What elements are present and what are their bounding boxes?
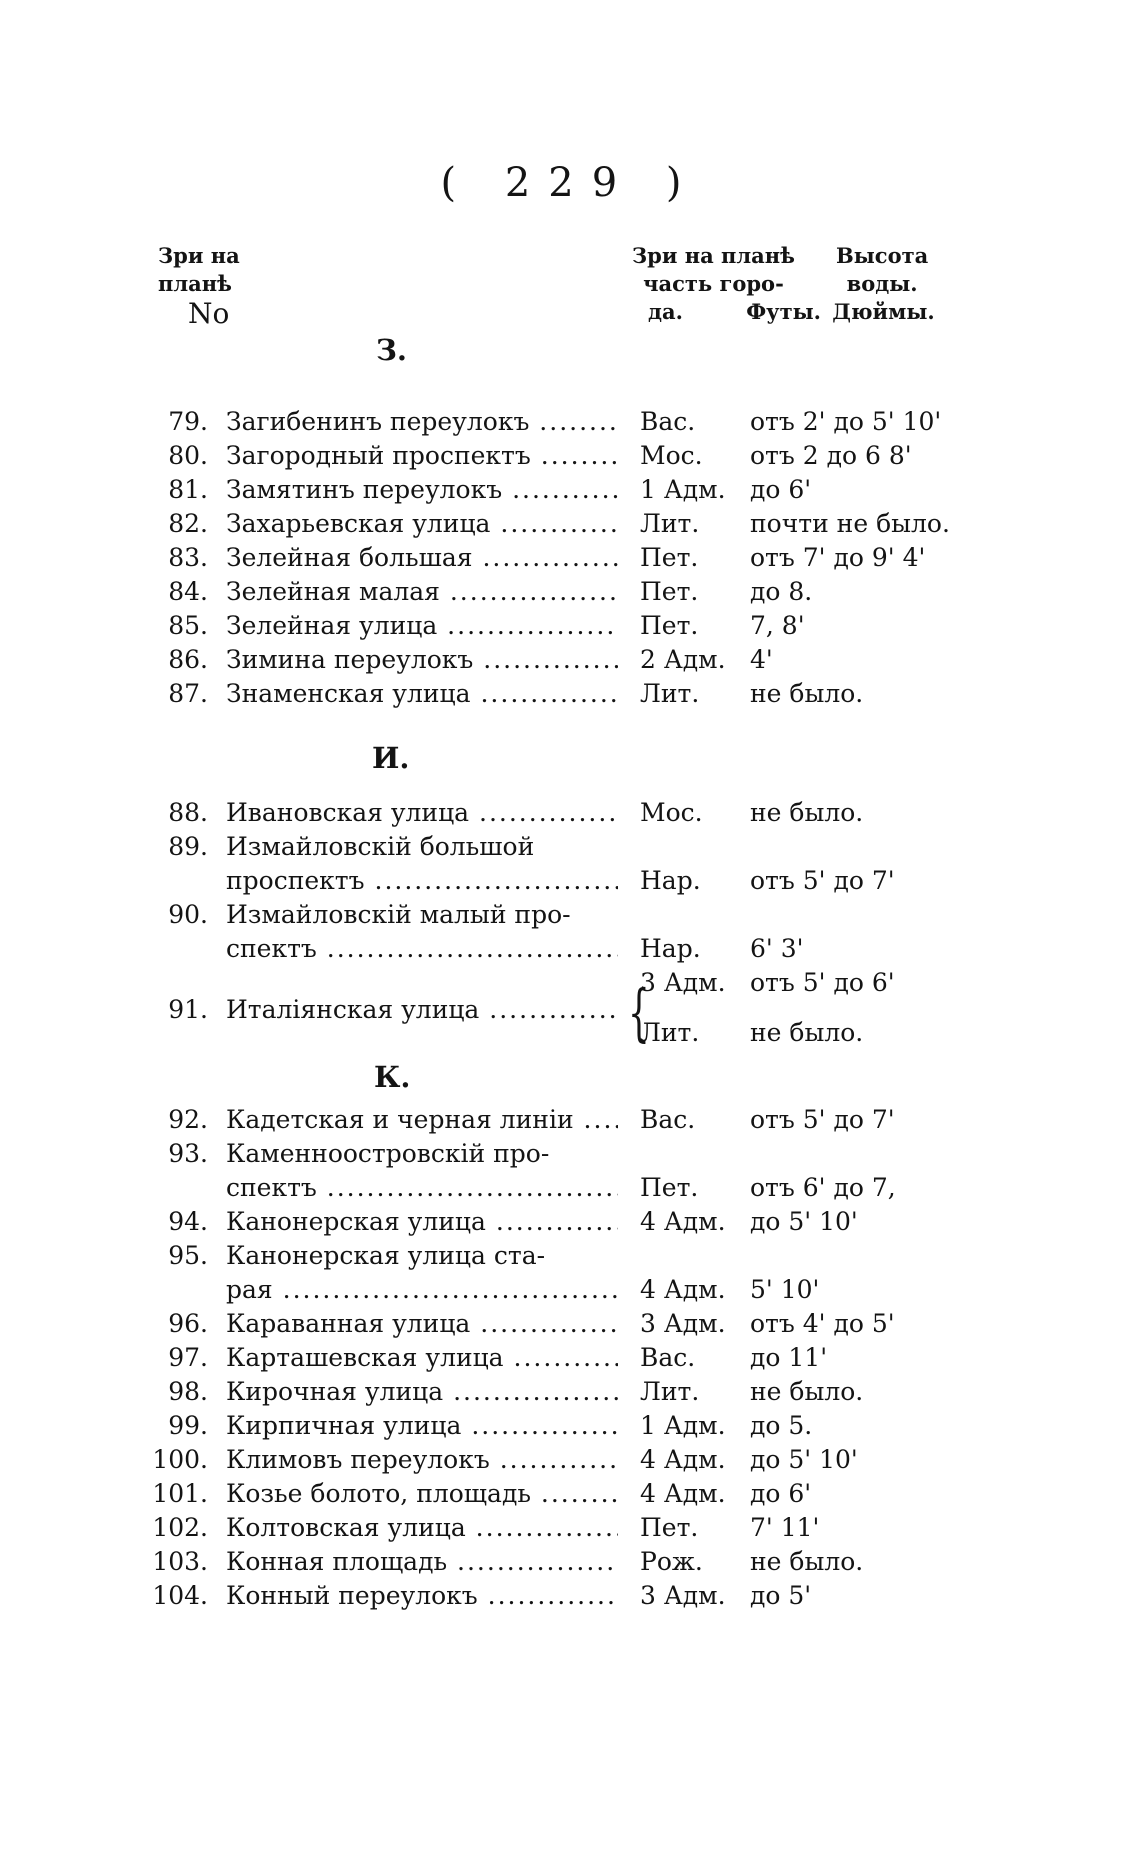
entry-row xyxy=(0,830,1140,864)
entry-row xyxy=(0,1511,1140,1545)
entry-water-height: отъ 6' до 7, xyxy=(750,1173,896,1202)
entry-street-name: Загородный проспектъ ..... xyxy=(226,439,618,473)
section-i: И. xyxy=(372,741,410,775)
entry-number: 91. xyxy=(168,995,208,1024)
header-city-part-line3: да. xyxy=(648,299,683,324)
entry-number: 96. xyxy=(168,1309,208,1338)
entry-city-part: Лит. xyxy=(640,1377,700,1406)
entry-water-height: 4' xyxy=(750,645,773,674)
entry-city-part: 2 Адм. xyxy=(640,645,726,674)
entry-row xyxy=(0,1579,1140,1613)
entry-city-part: Пет. xyxy=(640,543,699,572)
entry-number: 97. xyxy=(168,1343,208,1372)
entry-row xyxy=(0,541,1140,575)
header-feet: Футы. xyxy=(746,299,821,324)
entry-number: 99. xyxy=(168,1411,208,1440)
entry-row xyxy=(0,1341,1140,1375)
header-no: No xyxy=(188,297,230,330)
entry-city-part: 4 Адм. xyxy=(640,1275,726,1304)
entry-number: 103. xyxy=(152,1547,208,1576)
entry-city-part: 3 Адм. xyxy=(640,968,726,997)
entry-number: 94. xyxy=(168,1207,208,1236)
entry-water-height: 7' 11' xyxy=(750,1513,820,1542)
entry-city-part: Вас. xyxy=(640,1105,696,1134)
entry-row xyxy=(0,1239,1140,1273)
entry-city-part: 1 Адм. xyxy=(640,475,726,504)
entry-street-name: Канонерская улица ста- xyxy=(226,1241,546,1270)
entry-street-name: Зелейная большая ..... xyxy=(226,541,618,575)
entry-row xyxy=(0,898,1140,932)
entry-number: 85. xyxy=(168,611,208,640)
entry-row xyxy=(0,609,1140,643)
entry-water-height: почти не было. xyxy=(750,509,950,538)
entry-water-height: до 5' 10' xyxy=(750,1445,858,1474)
entry-row xyxy=(0,932,1140,966)
entry-row xyxy=(0,864,1140,898)
entry-water-height: до 6' xyxy=(750,475,812,504)
header-city-part-line1: Зри на планѣ xyxy=(632,243,795,268)
entry-street-name: Зимина переулокъ ..... xyxy=(226,643,618,677)
entry-number: 90. xyxy=(168,900,208,929)
header-units xyxy=(648,298,991,326)
entry-water-height: до 11' xyxy=(750,1343,828,1372)
entry-number: 95. xyxy=(168,1241,208,1270)
entry-row xyxy=(0,677,1140,711)
entry-city-part: 3 Адм. xyxy=(640,1581,726,1610)
entry-row xyxy=(0,473,1140,507)
entry-city-part: Пет. xyxy=(640,1173,699,1202)
entry-number: 79. xyxy=(168,407,208,436)
entry-city-part: 4 Адм. xyxy=(640,1479,726,1508)
entry-water-height: 7, 8' xyxy=(750,611,805,640)
entry-city-part: Пет. xyxy=(640,1513,699,1542)
entry-number: 80. xyxy=(168,441,208,470)
entry-row xyxy=(0,439,1140,473)
entry-street-name: Конный переулокъ ..... xyxy=(226,1579,618,1613)
entry-city-part: Пет. xyxy=(640,611,699,640)
entry-street-name: Захарьевская улица ..... xyxy=(226,507,618,541)
entry-street-name: спектъ ..... xyxy=(226,932,618,966)
entry-street-name: Кадетская и черная линіи ..... xyxy=(226,1103,618,1137)
entry-row xyxy=(0,507,1140,541)
entry-city-part: Лит. xyxy=(640,1018,700,1047)
entry-water-height: отъ 2' до 5' 10' xyxy=(750,407,942,436)
entry-street-name: Карташевская улица ..... xyxy=(226,1341,618,1375)
entry-row xyxy=(0,1477,1140,1511)
entry-street-name: Италіянская улица ..... xyxy=(226,993,618,1027)
entry-city-part: 4 Адм. xyxy=(640,1445,726,1474)
header-inches: Дюймы. xyxy=(832,299,935,324)
entry-water-height: 5' 10' xyxy=(750,1275,820,1304)
entry-street-name: Козье болото, площадь ..... xyxy=(226,1477,618,1511)
entry-city-part: Нар. xyxy=(640,934,701,963)
entry-row xyxy=(0,1409,1140,1443)
entry-number: 82. xyxy=(168,509,208,538)
entry-water-height: отъ 5' до 6' xyxy=(750,968,895,997)
entry-city-part: Мос. xyxy=(640,798,703,827)
header-water-height-line2: воды. xyxy=(846,271,918,296)
header-city-part-line2: часть горо- xyxy=(643,271,784,296)
entry-water-height: не было. xyxy=(750,1377,864,1406)
entry-street-name: спектъ ..... xyxy=(226,1171,618,1205)
entry-street-name: Каменноостровскій про- xyxy=(226,1139,550,1168)
entry-row xyxy=(0,1016,1140,1050)
header-plan-ref-line1: Зри на xyxy=(158,243,240,268)
entry-street-name: Колтовская улица ..... xyxy=(226,1511,618,1545)
entry-street-name: Измайловскій большой xyxy=(226,832,535,861)
entry-city-part: Вас. xyxy=(640,407,696,436)
entry-water-height: отъ 2 до 6 8' xyxy=(750,441,912,470)
entry-water-height: отъ 5' до 7' xyxy=(750,866,895,895)
header-water-height-line1: Высота xyxy=(836,243,929,268)
entry-row xyxy=(0,1545,1140,1579)
entry-number: 93. xyxy=(168,1139,208,1168)
entry-number: 81. xyxy=(168,475,208,504)
entry-street-name: Измайловскій малый про- xyxy=(226,900,571,929)
entry-water-height: до 5. xyxy=(750,1411,813,1440)
entry-number: 92. xyxy=(168,1105,208,1134)
entry-row xyxy=(0,575,1140,609)
entry-row xyxy=(0,1205,1140,1239)
entry-city-part: 1 Адм. xyxy=(640,1411,726,1440)
entry-number: 100. xyxy=(152,1445,208,1474)
section-z: З. xyxy=(376,333,408,367)
entry-water-height: не было. xyxy=(750,798,864,827)
entry-number: 101. xyxy=(152,1479,208,1508)
entry-number: 87. xyxy=(168,679,208,708)
entry-water-height: до 6' xyxy=(750,1479,812,1508)
entry-row xyxy=(0,1375,1140,1409)
entry-city-part: Лит. xyxy=(640,509,700,538)
entry-street-name: рая ..... xyxy=(226,1273,618,1307)
entry-number: 86. xyxy=(168,645,208,674)
page-number: ( 229 ) xyxy=(440,160,700,206)
entry-street-name: Караванная улица ..... xyxy=(226,1307,618,1341)
entry-street-name: Ивановская улица ..... xyxy=(226,796,618,830)
entry-number: 88. xyxy=(168,798,208,827)
header-plan-ref-line2: планѣ xyxy=(158,271,232,296)
entry-street-name: Зелейная улица ..... xyxy=(226,609,618,643)
entry-street-name: Зелейная малая ..... xyxy=(226,575,618,609)
entry-city-part: Мос. xyxy=(640,441,703,470)
entry-water-height: отъ 7' до 9' 4' xyxy=(750,543,926,572)
header-plan-ref xyxy=(158,242,240,298)
entry-row xyxy=(0,1171,1140,1205)
entry-city-part: 4 Адм. xyxy=(640,1207,726,1236)
header-city-part xyxy=(632,242,795,298)
entry-number: 89. xyxy=(168,832,208,861)
entry-number: 98. xyxy=(168,1377,208,1406)
entry-street-name: Кирочная улица ..... xyxy=(226,1375,618,1409)
entry-water-height: 6' 3' xyxy=(750,934,804,963)
entry-street-name: Климовъ переулокъ ..... xyxy=(226,1443,618,1477)
entry-city-part: Лит. xyxy=(640,679,700,708)
entry-city-part: Рож. xyxy=(640,1547,703,1576)
entry-row xyxy=(0,1443,1140,1477)
entry-city-part: Вас. xyxy=(640,1343,696,1372)
entry-street-name: проспектъ ..... xyxy=(226,864,618,898)
entry-row xyxy=(0,796,1140,830)
entry-city-part: Нар. xyxy=(640,866,701,895)
entry-street-name: Замятинъ переулокъ ..... xyxy=(226,473,618,507)
brace-italianskaya: { xyxy=(628,976,650,1049)
entry-street-name: Кирпичная улица ..... xyxy=(226,1409,618,1443)
entry-water-height: отъ 5' до 7' xyxy=(750,1105,895,1134)
entry-water-height: не было. xyxy=(750,1018,864,1047)
entry-water-height: до 5' xyxy=(750,1581,812,1610)
entry-row xyxy=(0,1137,1140,1171)
entry-row xyxy=(0,1273,1140,1307)
entry-street-name: Конная площадь ..... xyxy=(226,1545,618,1579)
entry-row xyxy=(0,1307,1140,1341)
entry-city-part: 3 Адм. xyxy=(640,1309,726,1338)
entry-water-height: до 8. xyxy=(750,577,813,606)
entry-water-height: до 5' 10' xyxy=(750,1207,858,1236)
entry-street-name: Загибенинъ переулокъ ..... xyxy=(226,405,618,439)
entry-number: 83. xyxy=(168,543,208,572)
entry-city-part: Пет. xyxy=(640,577,699,606)
header-water-height xyxy=(836,242,928,298)
entry-row xyxy=(0,1103,1140,1137)
entry-row xyxy=(0,405,1140,439)
entry-street-name: Канонерская улица ..... xyxy=(226,1205,618,1239)
entry-number: 104. xyxy=(152,1581,208,1610)
entry-water-height: не было. xyxy=(750,1547,864,1576)
entry-water-height: не было. xyxy=(750,679,864,708)
entry-row xyxy=(0,643,1140,677)
entry-number: 84. xyxy=(168,577,208,606)
entry-street-name: Знаменская улица ..... xyxy=(226,677,618,711)
entry-number: 102. xyxy=(152,1513,208,1542)
entry-water-height: отъ 4' до 5' xyxy=(750,1309,895,1338)
section-k: К. xyxy=(374,1060,411,1094)
